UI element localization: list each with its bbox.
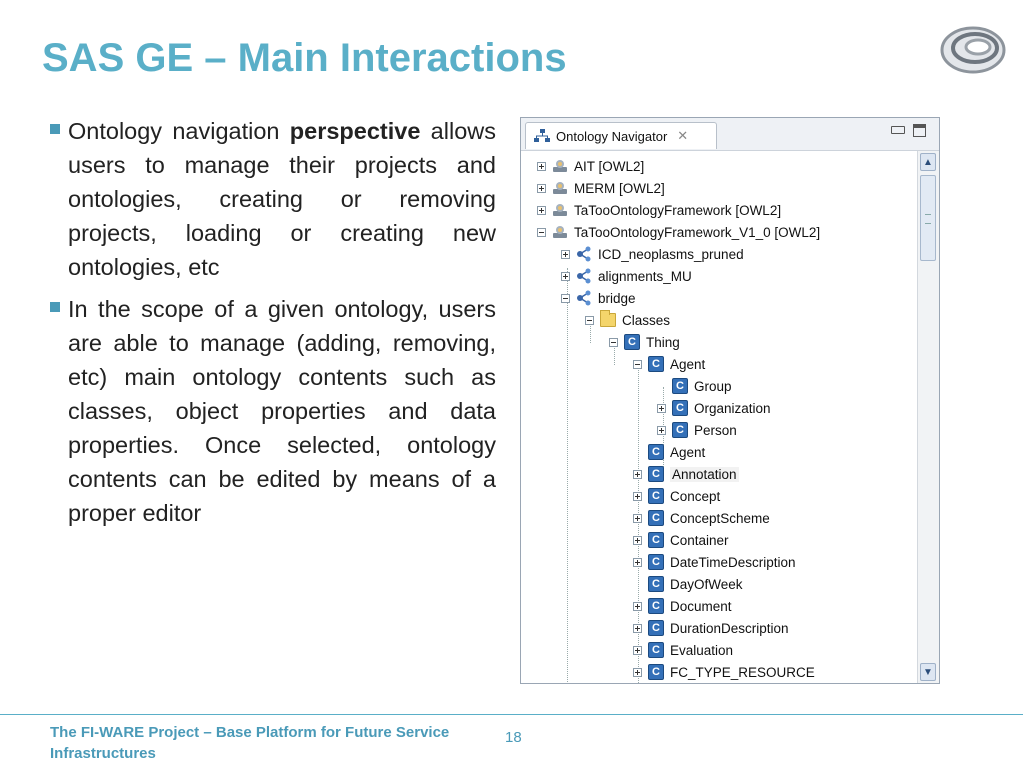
tree-node[interactable]: [633, 639, 733, 661]
class-icon: C: [648, 466, 664, 482]
class-icon: C: [648, 356, 664, 372]
maximize-icon[interactable]: [913, 124, 926, 137]
bullet-bold-text: perspective: [289, 118, 421, 144]
tree-node[interactable]: [633, 551, 796, 573]
tree-node[interactable]: [537, 221, 820, 243]
class-icon: C: [648, 598, 664, 614]
class-icon: C: [648, 444, 664, 460]
tree-node-label: Annotation: [672, 466, 737, 482]
expand-plus-icon[interactable]: [633, 558, 642, 567]
tree-node[interactable]: [537, 177, 665, 199]
expand-plus-icon[interactable]: [633, 514, 642, 523]
project-icon: [552, 202, 568, 218]
class-icon: C: [648, 576, 664, 592]
tree-node-label: Document: [670, 598, 732, 614]
ontology-navigator-panel: [520, 117, 940, 684]
slide-title: SAS GE – Main Interactions: [42, 36, 567, 80]
ontology-icon: [576, 246, 592, 262]
tree-node[interactable]: [633, 463, 739, 485]
expand-plus-icon[interactable]: [537, 162, 546, 171]
page-number: 18: [505, 729, 522, 746]
tree-node[interactable]: [609, 331, 680, 353]
tree-node[interactable]: [633, 507, 770, 529]
scroll-thumb[interactable]: [920, 175, 936, 261]
tree-node-label: MERM [OWL2]: [574, 180, 665, 196]
expand-plus-icon[interactable]: [633, 602, 642, 611]
folder-shape: [600, 313, 616, 327]
tree-node-label: Container: [670, 532, 729, 548]
class-icon: C: [648, 664, 664, 680]
scroll-up-icon[interactable]: ▲: [920, 153, 936, 171]
tab-ontology-navigator[interactable]: [525, 122, 717, 149]
bullet-text: allows users to manage their projects and ontologies, creating or removing projects, loading or creating new ontologies, etc: [68, 118, 496, 280]
tree-node[interactable]: [537, 155, 644, 177]
tree-node[interactable]: [561, 243, 744, 265]
tree-node[interactable]: [537, 199, 781, 221]
tree-node-label: Evaluation: [670, 642, 734, 658]
project-icon: [552, 158, 568, 174]
tree-node-label: ICD_neoplasms_pruned: [598, 246, 744, 262]
class-icon: C: [648, 642, 664, 658]
tree-node[interactable]: [633, 617, 789, 639]
scroll-down-icon[interactable]: ▼: [920, 663, 936, 681]
project-icon: [552, 180, 568, 196]
tree-node-label: Group: [694, 378, 732, 394]
panel-header: [521, 118, 939, 151]
collapse-minus-icon[interactable]: [633, 360, 642, 369]
tree-node-label: Classes: [622, 312, 671, 328]
collapse-minus-icon[interactable]: [561, 294, 570, 303]
square-bullet-icon: [50, 302, 60, 312]
footer-divider: [0, 714, 1023, 715]
bullet-text: Ontology navigation: [68, 118, 290, 144]
tab-label: Ontology Navigator: [556, 128, 668, 144]
tree-node-label: TaTooOntologyFramework_V1_0 [OWL2]: [574, 224, 821, 240]
tree-node-label: TaTooOntologyFramework [OWL2]: [574, 202, 782, 218]
ontology-icon: [576, 268, 592, 284]
tree-node[interactable]: [633, 573, 743, 595]
bullet-list: [50, 114, 496, 538]
class-icon: C: [648, 532, 664, 548]
tree-node-label: ConceptScheme: [670, 510, 770, 526]
tree-node-label: Concept: [670, 488, 721, 504]
class-icon: C: [648, 488, 664, 504]
minimize-icon[interactable]: [891, 126, 905, 134]
project-icon: [552, 224, 568, 240]
tree-node[interactable]: [657, 375, 732, 397]
tree-node-label: alignments_MU: [598, 268, 692, 284]
expand-plus-icon[interactable]: [633, 646, 642, 655]
vertical-scrollbar[interactable]: [917, 151, 939, 683]
expand-plus-icon[interactable]: [561, 250, 570, 259]
class-icon: C: [648, 620, 664, 636]
tree-connector: [567, 268, 568, 684]
expand-plus-icon[interactable]: [537, 184, 546, 193]
expand-plus-icon[interactable]: [561, 272, 570, 281]
tree-node[interactable]: [633, 595, 732, 617]
class-icon: C: [648, 554, 664, 570]
expand-plus-icon[interactable]: [537, 206, 546, 215]
bullet-ontology-scope: [50, 292, 496, 530]
tree-node[interactable]: [633, 353, 705, 375]
collapse-minus-icon[interactable]: [609, 338, 618, 347]
expand-plus-icon[interactable]: [633, 624, 642, 633]
swirl-logo-icon: [938, 22, 1008, 78]
tree-node[interactable]: [657, 419, 737, 441]
tree-node-label: Person: [694, 422, 737, 438]
class-icon: C: [672, 422, 688, 438]
tree-node-label: Thing: [646, 334, 680, 350]
tree-node-label: AIT [OWL2]: [574, 158, 645, 174]
class-icon: C: [624, 334, 640, 350]
ontology-icon: [576, 290, 592, 306]
square-bullet-icon: [50, 124, 60, 134]
ontology-tree: [521, 151, 917, 683]
tree-node[interactable]: [633, 441, 705, 463]
expand-plus-icon[interactable]: [633, 470, 642, 479]
tree-node-label: bridge: [598, 290, 636, 306]
tree-node-label: DurationDescription: [670, 620, 789, 636]
class-icon: C: [648, 510, 664, 526]
folder-icon: [600, 312, 616, 328]
tree-node-label: Agent: [670, 444, 706, 460]
expand-plus-icon[interactable]: [633, 492, 642, 501]
footer-text: The FI-WARE Project – Base Platform for Future Service Infrastructures: [50, 724, 450, 762]
expand-plus-icon[interactable]: [657, 404, 666, 413]
close-icon[interactable]: ✕: [677, 128, 689, 143]
class-icon: C: [672, 378, 688, 394]
tree-node[interactable]: [585, 309, 670, 331]
hierarchy-icon: [534, 129, 550, 143]
expand-plus-icon[interactable]: [633, 536, 642, 545]
tree-node-label: DateTimeDescription: [670, 554, 796, 570]
tree-node-label: Agent: [670, 356, 706, 372]
tree-node[interactable]: [561, 265, 692, 287]
class-icon: C: [672, 400, 688, 416]
expand-plus-icon[interactable]: [633, 668, 642, 677]
collapse-minus-icon[interactable]: [585, 316, 594, 325]
tree-node-label: FC_TYPE_RESOURCE: [670, 664, 815, 680]
collapse-minus-icon[interactable]: [537, 228, 546, 237]
expand-plus-icon[interactable]: [657, 426, 666, 435]
tree-node-label: Organization: [694, 400, 771, 416]
bullet-text: In the scope of a given ontology, users are able to manage (adding, removing, etc) main ontology contents such as classes, object properties and data properties. Once selected, ontology contents can be edited by means of a proper editor: [68, 296, 496, 526]
tree-node[interactable]: [633, 529, 729, 551]
tree-node[interactable]: [657, 397, 771, 419]
tree-node[interactable]: [633, 485, 720, 507]
tree-node-label: DayOfWeek: [670, 576, 743, 592]
tree-node[interactable]: [633, 661, 815, 683]
tree-node[interactable]: [561, 287, 636, 309]
bullet-ontology-navigation: [50, 114, 496, 284]
